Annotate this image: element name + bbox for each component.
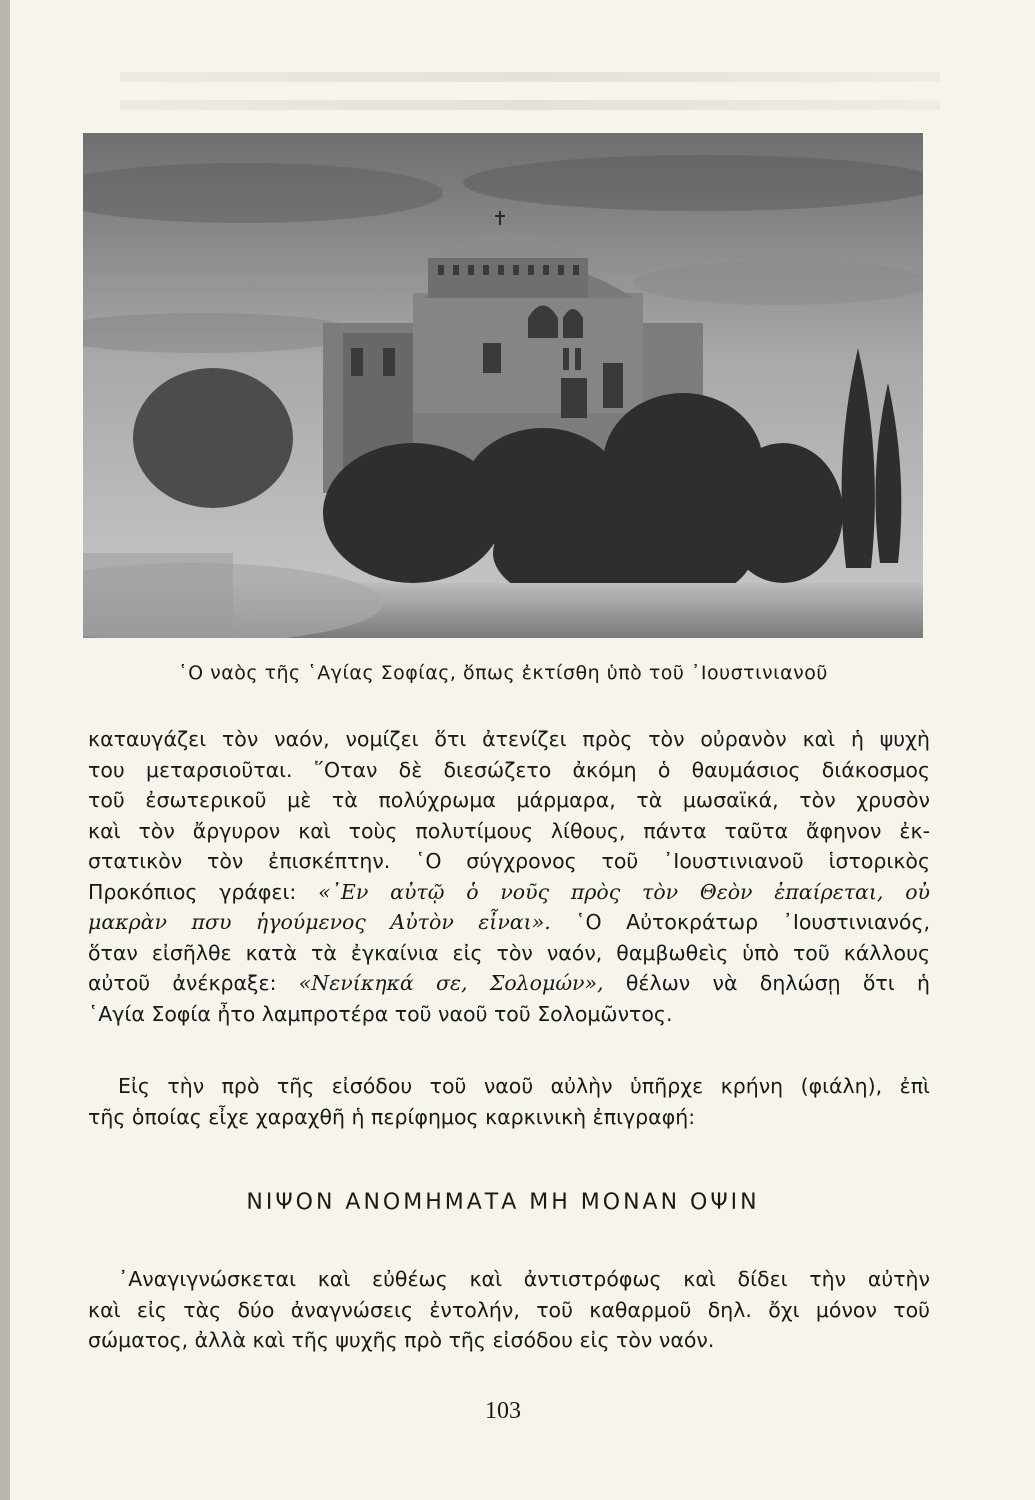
- text-line: στατικὸν τὸν ἐπισκέπτην. ῾Ο σύγχρονος τοῦ ᾿Ιουστινιανοῦ ἱστορικὸς: [88, 849, 930, 873]
- hagia-sophia-photo: [83, 133, 923, 638]
- quotation: μακρὰν πσυ ἡγούμενος Αὐτὸν εἶναι».: [88, 910, 551, 934]
- text-line: Εἰς τὴν πρὸ τῆς εἰσόδου τοῦ ναοῦ αὐλὴν ὑπῆρχε κρήνη (φιάλη), ἐπὶ: [118, 1074, 930, 1098]
- figure-caption: ῾Ο ναὸς τῆς ῾Αγίας Σοφίας, ὅπως ἐκτίσθη ὑπὸ τοῦ ᾿Ιουστινιανοῦ: [178, 662, 828, 684]
- paragraph: [88, 1264, 930, 1356]
- bleed-through-text: [120, 100, 940, 110]
- page-edge: [0, 0, 10, 1500]
- hagia-sophia-illustration: [83, 133, 923, 638]
- text-line: [88, 877, 930, 908]
- text-line: τοῦ ἐσωτερικοῦ μὲ τὰ πολύχρωμα μάρμαρα, τὰ μωσαϊκά, τὸν χρυσὸν: [88, 788, 930, 812]
- bleed-through-text: [120, 72, 940, 82]
- text-line: [88, 907, 930, 938]
- text-line: ὅταν εἰσῆλθε κατὰ τὰ ἐγκαίνια εἰς τὸν ναόν, θαμβωθεὶς ὑπὸ τοῦ κάλλους: [88, 940, 930, 965]
- text-segment: αὐτοῦ ἀνέκραξε:: [88, 971, 299, 995]
- text-segment: Προκόπιος γράφει:: [88, 879, 319, 904]
- text-line: σώματος, ἀλλὰ καὶ τῆς ψυχῆς πρὸ τῆς εἰσόδου εἰς τὸν ναόν.: [88, 1328, 715, 1352]
- text-line: καὶ τὸν ἄργυρον καὶ τοὺς πολυτίμους λίθους, πάντα ταῦτα ἄφηνον ἐκ-: [88, 818, 930, 843]
- quotation: «Νενίκηκά σε, Σολομών»,: [298, 971, 604, 995]
- text-line: ῾Αγία Σοφία ἦτο λαμπροτέρα τοῦ ναοῦ τοῦ Σολομῶντος.: [88, 1001, 673, 1026]
- text-line: καὶ εἰς τὰς δύο ἀναγνώσεις ἐντολήν, τοῦ καθαρμοῦ δηλ. ὄχι μόνον τοῦ: [88, 1297, 930, 1322]
- text-line: καταυγάζει τὸν ναόν, νομίζει ὅτι ἀτενίζει πρὸς τὸν οὐρανὸν καὶ ἡ ψυχὴ: [88, 727, 930, 751]
- text-line: [88, 968, 930, 999]
- page-number: 103: [485, 1398, 521, 1424]
- text-segment: ῾Ο Αὐτοκράτωρ ᾿Ιουστινιανός,: [550, 910, 931, 934]
- text-line: τῆς ὁποίας εἶχε χαραχθῆ ἡ περίφημος καρκινικὴ ἐπιγραφή:: [88, 1104, 696, 1129]
- paragraph: [88, 1071, 930, 1132]
- paragraph: [88, 724, 930, 1029]
- quotation: «᾿Εν αὐτῷ ὁ νοῦς πρὸς τὸν Θεὸν ἐπαίρεται, οὐ: [318, 879, 931, 904]
- inscription: ΝΙΨΟΝ ΑΝΟΜΗΜΑΤΑ ΜΗ ΜΟΝΑΝ ΟΨΙΝ: [246, 1190, 760, 1215]
- text-line: του μεταρσιοῦται. ῞Οταν δὲ διεσώζετο ἀκόμη ὁ θαυμάσιος διάκοσμος: [88, 757, 930, 782]
- text-segment: θέλων νὰ δηλώσῃ ὅτι ἡ: [603, 971, 930, 995]
- text-line: ᾿Αναγιγνώσκεται καὶ εὐθέως καὶ ἀντιστρόφως καὶ δίδει τὴν αὐτὴν: [118, 1267, 930, 1291]
